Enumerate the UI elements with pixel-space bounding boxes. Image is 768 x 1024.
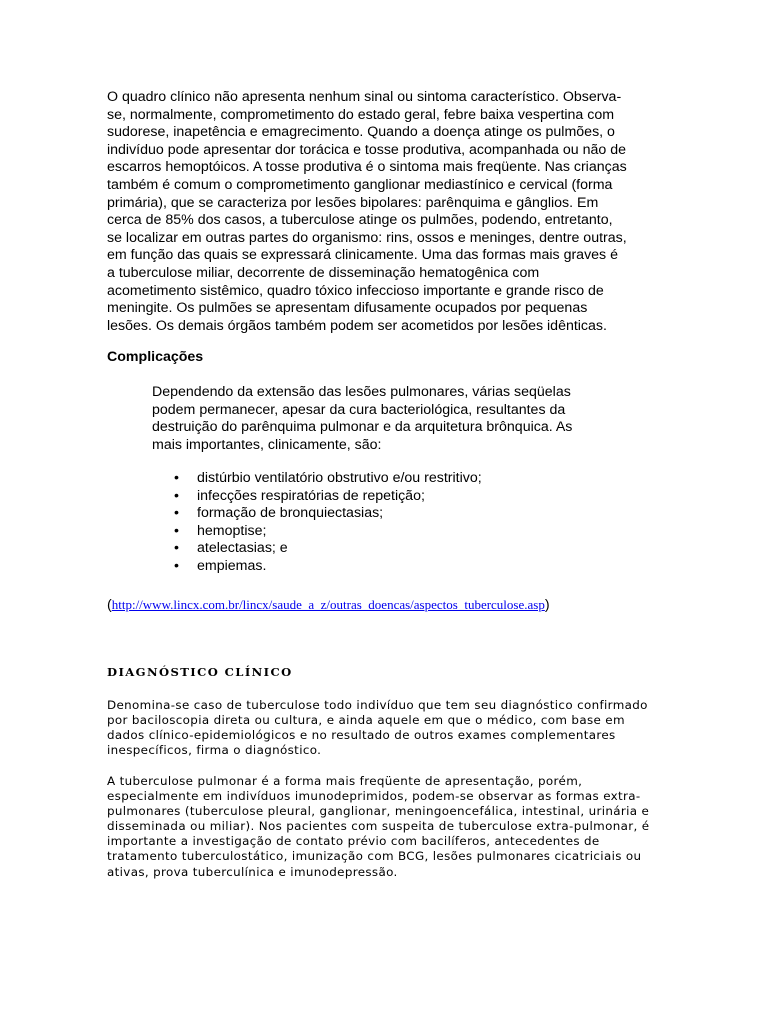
text-line: Dependendo da extensão das lesões pulmonares, várias seqüelas <box>152 384 571 400</box>
text-line: podem permanecer, apesar da cura bacteriológica, resultantes da <box>152 401 566 418</box>
text-line: meningite. Os pulmões se apresentam difusamente ocupados por pequenas <box>107 300 588 317</box>
list-item-text: hemoptise; <box>197 522 267 539</box>
text-line: em função das quais se expressará clinicamente. Uma das formas mais graves é <box>107 247 618 264</box>
diagnosis-definition-paragraph <box>107 698 667 758</box>
list-item-text: distúrbio ventilatório obstrutivo e/ou restritivo; <box>197 470 482 486</box>
text-line: indivíduo pode apresentar dor torácica e tosse produtiva, acompanhada ou não de <box>107 141 626 158</box>
text-line: importante a investigação de contato prévio com bacilíferos, antecedentes de <box>107 834 600 849</box>
bullet-icon: • <box>174 522 179 539</box>
list-item <box>174 558 482 576</box>
list-item <box>174 505 482 523</box>
bullet-icon: • <box>174 470 179 486</box>
list-item <box>174 523 482 541</box>
text-line: também é comum o comprometimento ganglionar mediastínico e cervical (forma <box>107 176 613 193</box>
text-line: se localizar em outras partes do organismo: rins, ossos e meninges, dentre outras, <box>107 229 627 246</box>
text-line: por baciloscopia direta ou cultura, e ainda aquele em que o médico, com base em <box>107 713 625 728</box>
text-line: mais importantes, clinicamente, são: <box>152 436 382 453</box>
text-line: dados clínico-epidemiológicos e no resultado de outros exames complementares <box>107 728 616 743</box>
text-line: tratamento tuberculostático, imunização com BCG, lesões pulmonares cicatriciais ou <box>107 849 642 864</box>
list-item-text: empiemas. <box>197 557 267 574</box>
text-line: se, normalmente, comprometimento do estado geral, febre baixa vespertina com <box>107 106 615 123</box>
clinical-diagnosis-heading: DIAGNÓSTICO CLÍNICO <box>107 665 293 679</box>
text-line: especialmente em indivíduos imunodeprimidos, podem-se observar as formas extra- <box>107 789 641 804</box>
text-line: disseminada ou miliar). Nos pacientes com suspeita de tuberculose extra-pulmonar, é <box>107 819 650 834</box>
list-item-text: formação de bronquiectasias; <box>197 505 384 522</box>
open-paren: ( <box>107 597 112 613</box>
list-item <box>174 540 482 558</box>
bullet-icon: • <box>174 505 179 522</box>
bullet-icon: • <box>174 487 179 504</box>
text-line: acometimento sistêmico, quadro tóxico infeccioso importante e grande risco de <box>107 282 604 299</box>
source-link[interactable]: http://www.lincx.com.br/lincx/saude_a_z/outras_doencas/aspectos_tuberculose.asp <box>111 597 545 612</box>
text-line: Denomina-se caso de tuberculose todo indivíduo que tem seu diagnóstico confirmado <box>107 698 648 712</box>
text-line: pulmonares (tuberculose pleural, ganglionar, meningoencefálica, intestinal, urinária e <box>107 804 650 819</box>
list-item-text: atelectasias; e <box>197 540 288 557</box>
clinical-presentation-paragraph <box>107 89 659 335</box>
text-line: A tuberculose pulmonar é a forma mais freqüente de apresentação, porém, <box>107 774 583 788</box>
text-line: cerca de 85% dos casos, a tuberculose atinge os pulmões, podendo, entretanto, <box>107 212 613 229</box>
text-line: sudorese, inapetência e emagrecimento. Quando a doença atinge os pulmões, o <box>107 124 615 141</box>
text-line: destruição do parênquima pulmonar e da arquitetura brônquica. As <box>152 419 573 436</box>
bullet-icon: • <box>174 540 179 557</box>
complications-list <box>174 470 482 576</box>
pulmonary-forms-paragraph <box>107 774 667 880</box>
text-line: ativas, prova tuberculínica e imunodepressão. <box>107 864 398 879</box>
list-item <box>174 470 482 488</box>
close-paren: ) <box>544 597 550 613</box>
text-line: a tuberculose miliar, decorrente de disseminação hematogênica com <box>107 264 540 281</box>
list-item-text: infecções respiratórias de repetição; <box>197 487 425 504</box>
text-line: escarros hemoptóicos. A tosse produtiva é o sintoma mais freqüente. Nas crianças <box>107 159 627 176</box>
text-line: lesões. Os demais órgãos também podem ser acometidos por lesões idênticas. <box>107 317 607 334</box>
text-line: O quadro clínico não apresenta nenhum sinal ou sintoma característico. Observa- <box>107 89 622 105</box>
complications-heading: Complicações <box>107 349 204 365</box>
complications-paragraph <box>152 384 607 454</box>
list-item <box>174 488 482 506</box>
source-citation <box>107 596 550 615</box>
bullet-icon: • <box>174 557 179 574</box>
text-line: inespecíficos, firma o diagnóstico. <box>107 743 322 758</box>
text-line: primária), que se caracteriza por lesões bipolares: parênquima e gânglios. Em <box>107 194 599 211</box>
